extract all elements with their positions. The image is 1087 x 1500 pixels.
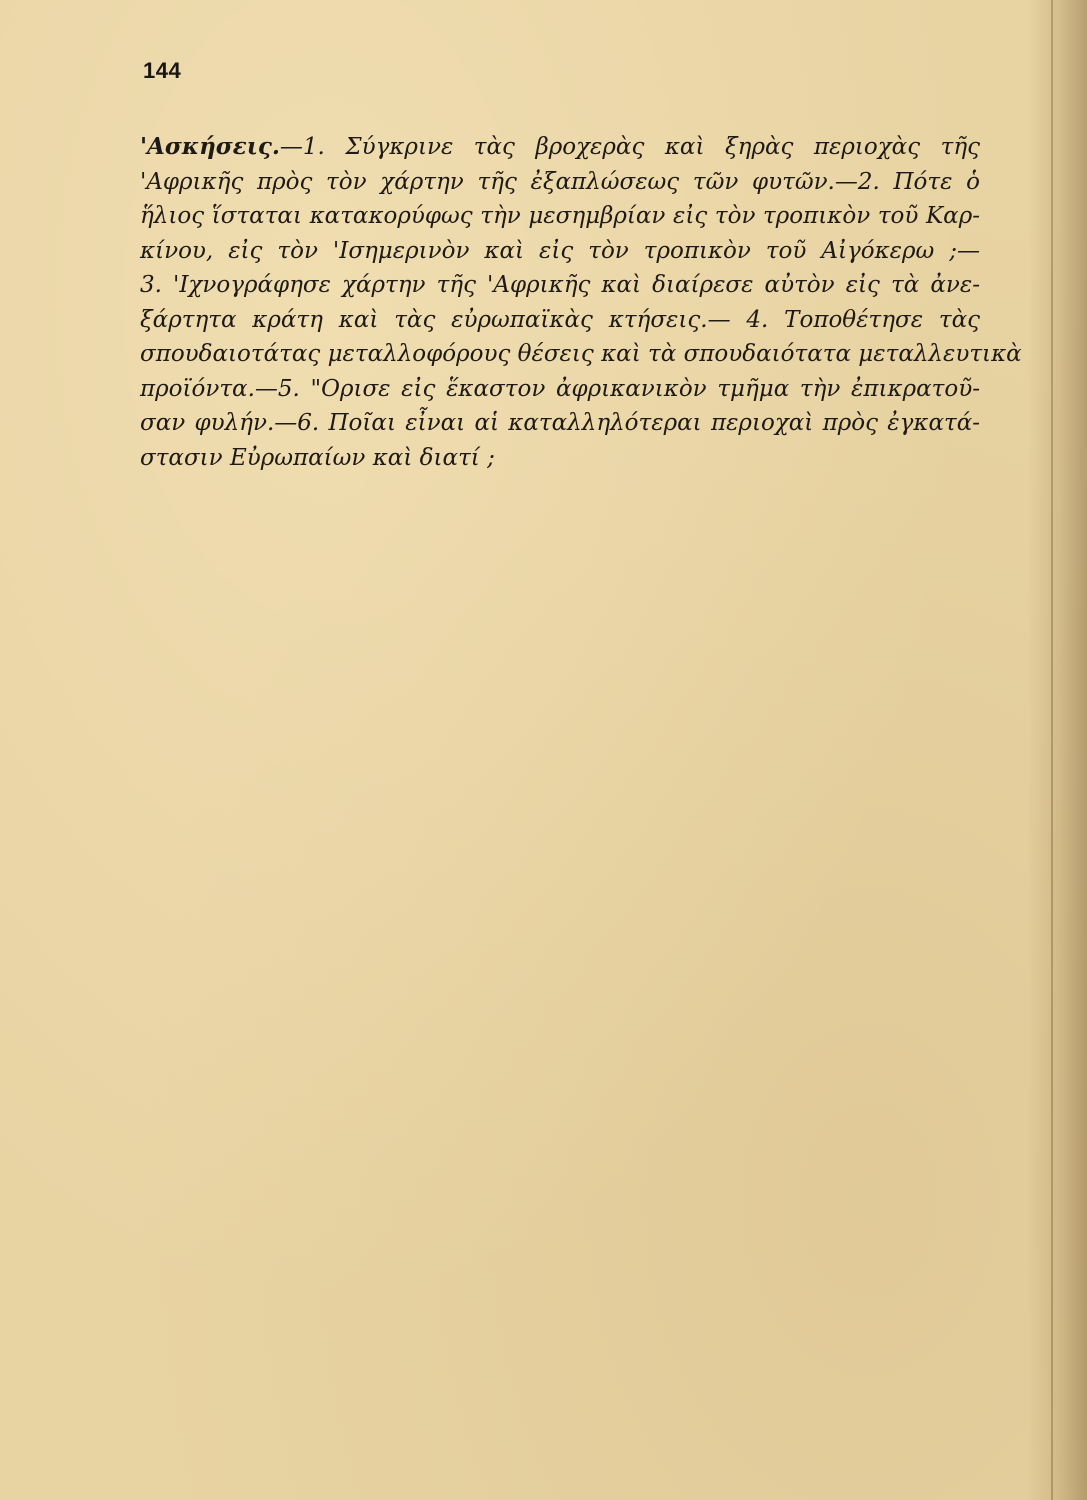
exercise-line-3: ἥλιος ἵσταται κατακορύφως τὴν μεσημβρίαν εἰς τὸν τροπικὸν τοῦ Καρ- [140,203,980,229]
exercise-line-5: 3. 'Ιχνογράφησε χάρτην τῆς 'Αφρικῆς καὶ διαίρεσε αὐτὸν εἰς τὰ ἀνε- [140,272,980,298]
exercise-line-10: στασιν Εὐρωπαίων καὶ διατί ; [140,444,495,471]
exercise-line-1 [140,130,980,165]
page-number: 144 [143,58,182,83]
exercise-line-9: σαν φυλήν.—6. Ποῖαι εἶναι αἱ καταλληλότεραι περιοχαὶ πρὸς ἐγκατά- [140,410,980,436]
exercises-paragraph [140,130,1022,475]
exercise-line-2: 'Αφρικῆς πρὸς τὸν χάρτην τῆς ἐξαπλώσεως τῶν φυτῶν.—2. Πότε ὁ [140,168,980,195]
spine-shadow [1027,0,1087,1500]
exercise-line-6: ξάρτητα κράτη καὶ τὰς εὐρωπαϊκὰς κτήσεις.— 4. Τοποθέτησε τὰς [140,306,980,333]
spine-edge [1051,0,1053,1500]
exercise-line-7: σπουδαιοτάτας μεταλλοφόρους θέσεις καὶ τὰ σπουδαιότατα μεταλλευτικὰ [140,341,1022,367]
exercise-line-8: προϊόντα.—5. "Ορισε εἰς ἕκαστον ἀφρικανικὸν τμῆμα τὴν ἐπικρατοῦ- [140,375,980,402]
exercise-line-1-text: —1. Σύγκρινε τὰς βροχερὰς καὶ ξηρὰς περιοχὰς τῆς [279,134,980,160]
exercise-line-4: κίνου, εἰς τὸν 'Ισημερινὸν καὶ εἰς τὸν τροπικὸν τοῦ Αἰγόκερω ;— [140,237,980,264]
exercises-heading: 'Ασκήσεις. [140,133,280,160]
